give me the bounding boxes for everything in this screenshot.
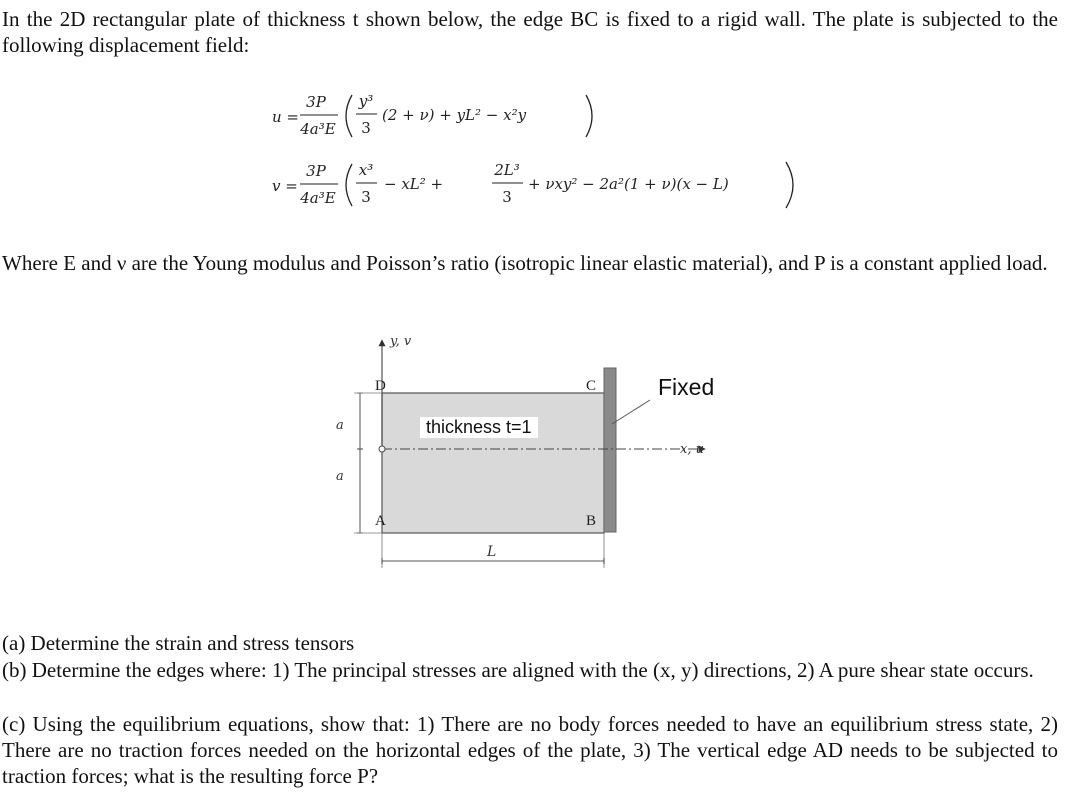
u-lhs: u = — [272, 108, 299, 126]
question-c: (c) Using the equilibrium equations, show that: 1) There are no body forces needed to have an equilibrium stress state, 2) There are no traction forces needed on the horizontal edges of the plate, 3) The vertical edge AD needs to be subjected to traction forces; what is the resulting force P? — [2, 712, 1058, 788]
v-lhs: v = — [272, 177, 298, 195]
corner-c: C — [586, 378, 597, 394]
v-mid: − xL² + — [384, 175, 444, 193]
dim-a-top-label: a — [336, 418, 344, 433]
u-rest: (2 + ν) + yL² − x²y — [382, 106, 527, 124]
thickness-label: thickness t=1 — [420, 417, 538, 438]
problem-intro: In the 2D rectangular plate of thickness t shown below, the edge BC is fixed to a rigid wall. The plate is subjected to the following displacement field: — [2, 7, 1058, 57]
u-coef-num: 3P — [306, 93, 326, 111]
plate — [382, 393, 604, 533]
plate-figure — [320, 328, 740, 578]
equation-v — [272, 161, 793, 208]
origin-marker — [379, 446, 385, 452]
dim-L-label: L — [487, 544, 497, 560]
v-term2-den: 3 — [502, 188, 512, 206]
u-term1-num: y³ — [358, 92, 374, 110]
v-term2-num: 2L³ — [494, 161, 520, 179]
equation-u — [272, 92, 592, 138]
v-coef-den: 4a³E — [300, 189, 336, 207]
fixed-label: Fixed — [658, 374, 715, 400]
displacement-equations — [260, 84, 820, 214]
fixed-leader — [612, 400, 650, 424]
y-axis-label: y, v — [390, 334, 412, 349]
corner-b: B — [586, 513, 597, 529]
rigid-wall — [604, 368, 616, 532]
u-term1-den: 3 — [361, 119, 371, 137]
v-rest: + νxy² − 2a²(1 + ν)(x − L) — [528, 175, 729, 193]
u-coef-den: 4a³E — [300, 120, 336, 138]
x-axis-label: x, u — [680, 442, 704, 457]
question-b: (b) Determine the edges where: 1) The principal stresses are aligned with the (x, y) directions, 2) A pure shear state occurs. — [2, 658, 1034, 682]
corner-d: D — [375, 378, 386, 394]
v-coef-num: 3P — [306, 162, 326, 180]
question-a: (a) Determine the strain and stress tensors — [2, 631, 355, 655]
v-term1-num: x³ — [358, 161, 374, 179]
corner-a: A — [375, 513, 386, 529]
v-term1-den: 3 — [361, 188, 371, 206]
dim-a-bottom-label: a — [336, 469, 344, 484]
material-description: Where E and ν are the Young modulus and Poisson’s ratio (isotropic linear elastic material), and P is a constant applied load. — [2, 251, 1048, 275]
